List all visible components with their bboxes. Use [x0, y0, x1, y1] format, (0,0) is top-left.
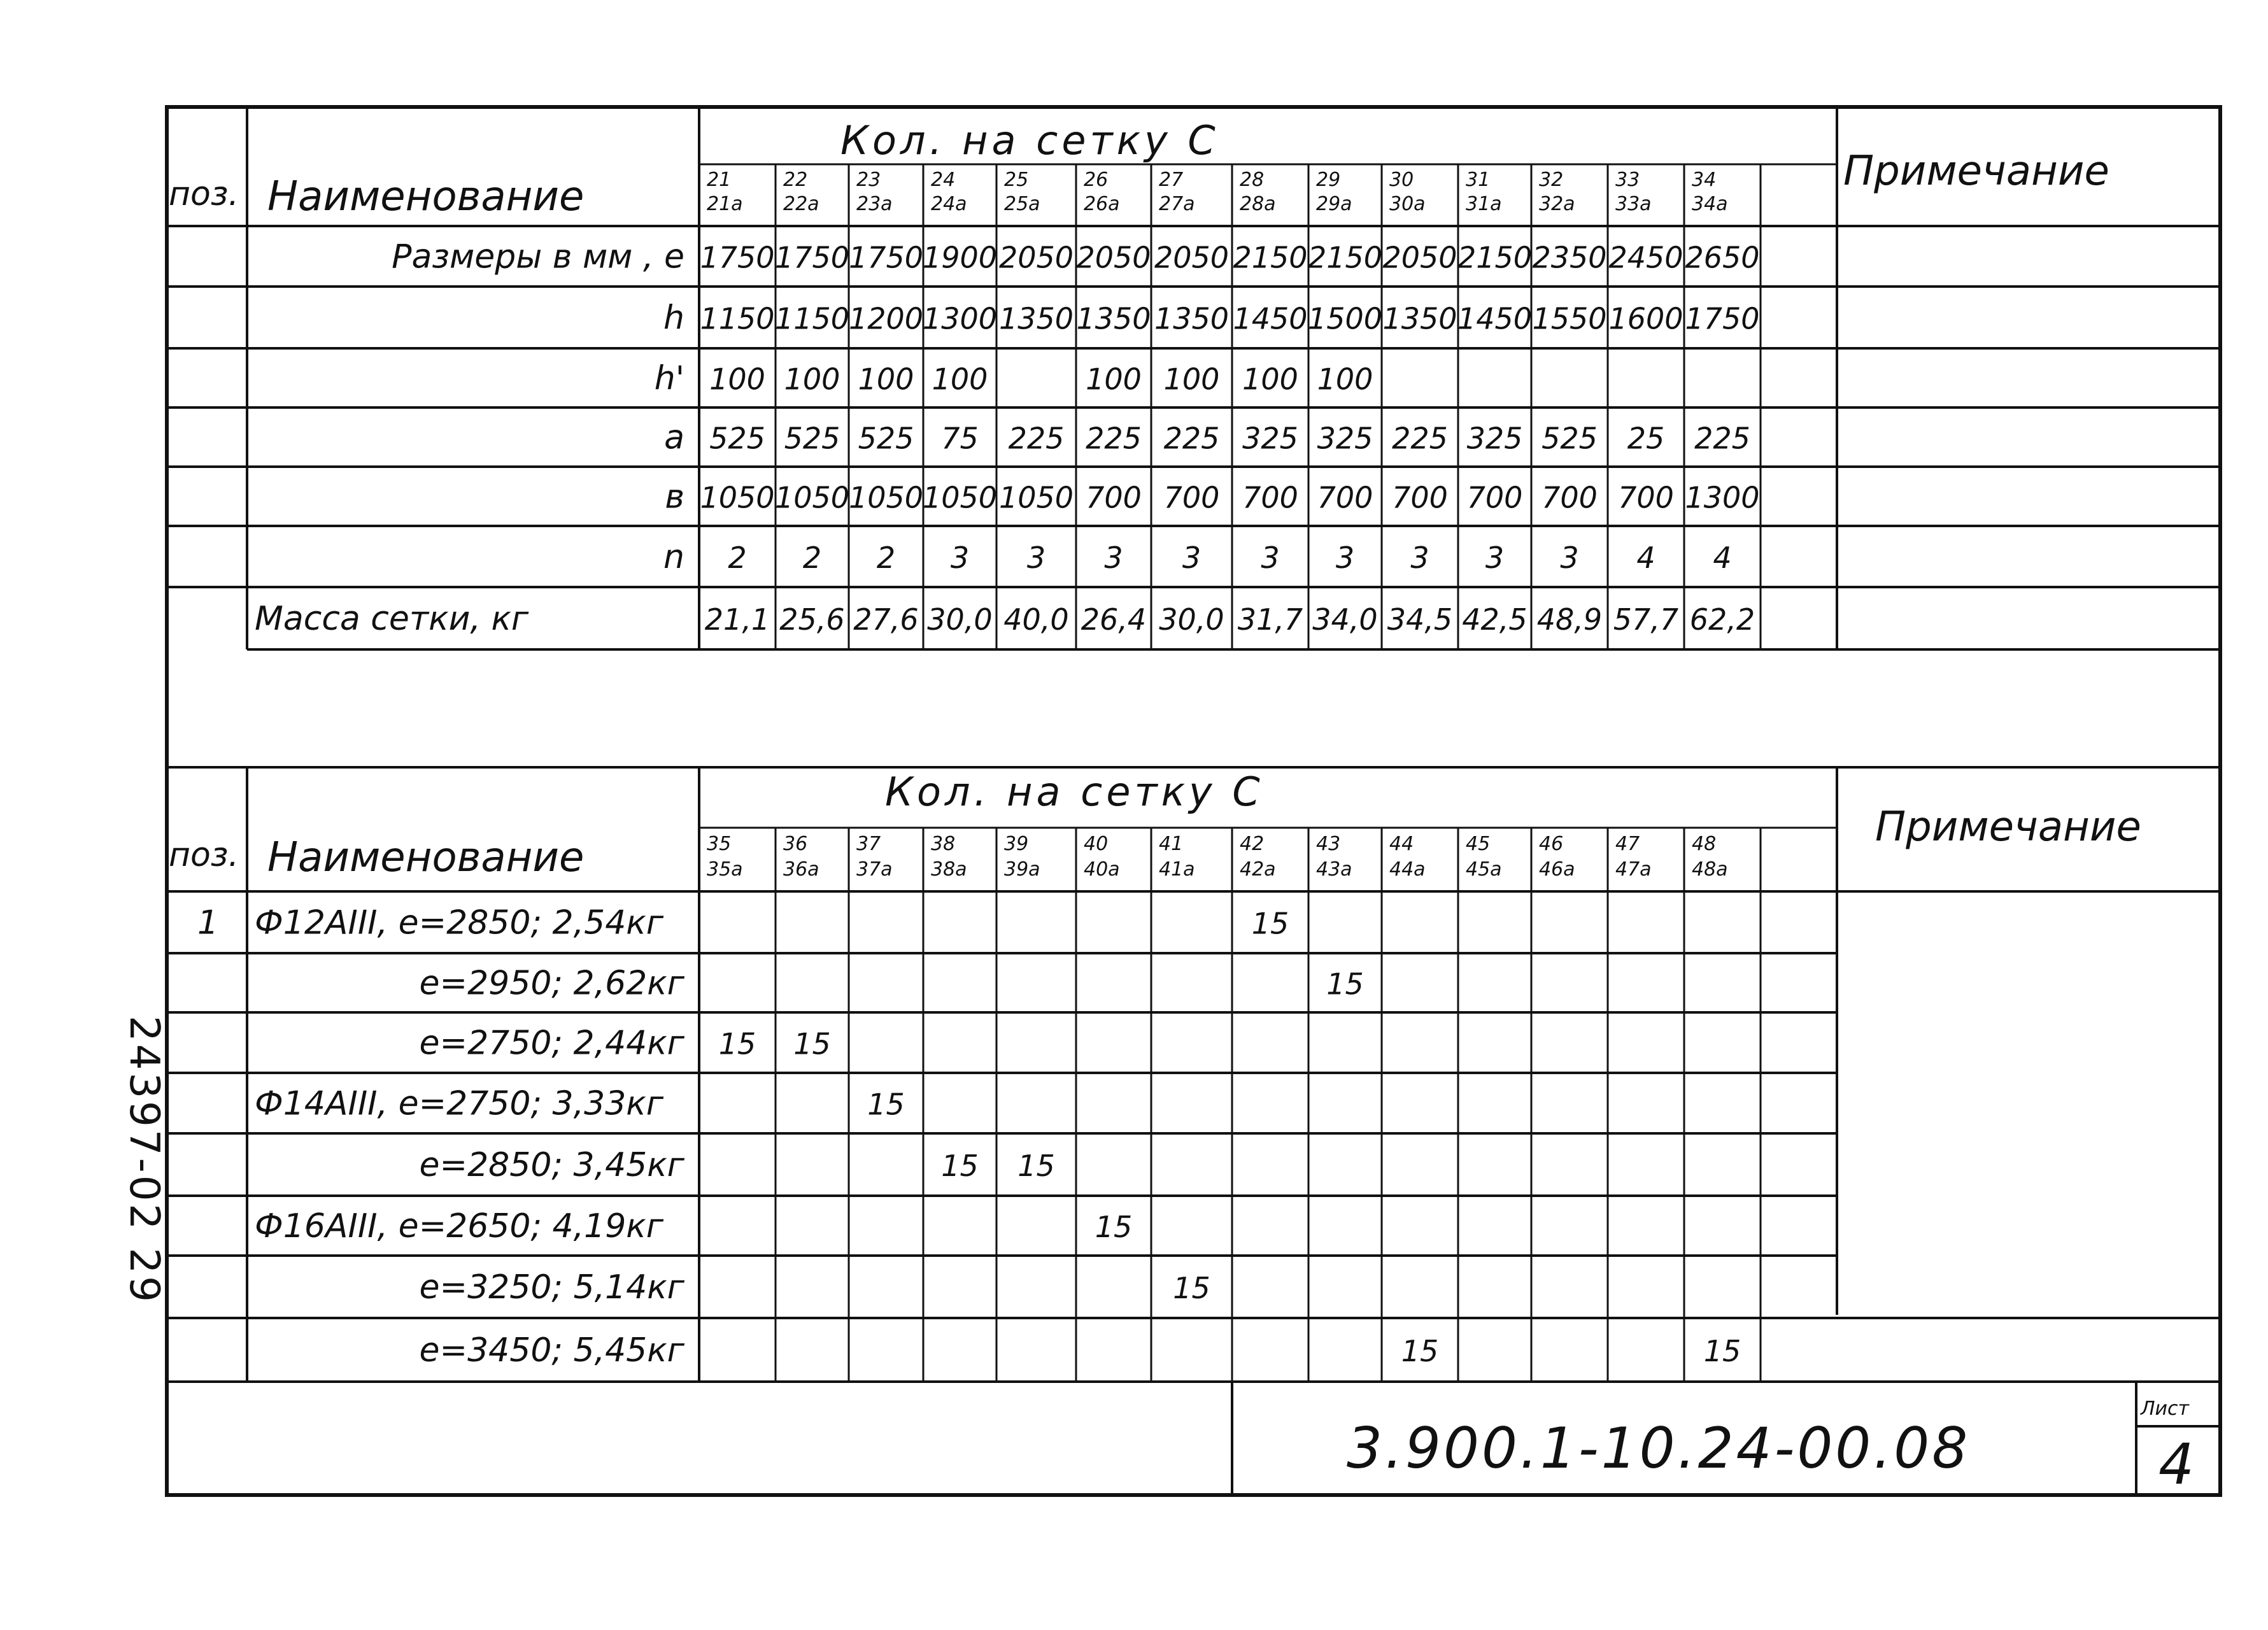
column-number: 44	[1389, 833, 1414, 855]
column-number: 41	[1159, 833, 1184, 855]
cell-value: 1350	[1154, 301, 1230, 336]
cell-value: 1300	[922, 301, 998, 336]
column-number-a: 27а	[1159, 193, 1195, 215]
column-number-a: 26а	[1084, 193, 1120, 215]
cell-value: 1750	[1685, 301, 1760, 336]
cell-value: 525	[709, 421, 765, 456]
cell-value: 325	[1317, 421, 1373, 456]
column-number: 34	[1692, 169, 1717, 191]
cell-value: 57,7	[1613, 602, 1679, 637]
cell-value: 2	[728, 541, 747, 575]
cell-value: 1450	[1233, 301, 1308, 336]
cell-value: 26,4	[1081, 602, 1147, 637]
cell-value: 3	[1335, 541, 1355, 575]
cell-value: 4	[1636, 541, 1655, 575]
cell-value: 34,0	[1312, 602, 1378, 637]
t1-poz-header: поз.	[169, 175, 239, 213]
column-number: 33	[1615, 169, 1640, 191]
row-poz: 1	[197, 904, 219, 942]
cell-value: 525	[1542, 421, 1598, 456]
column-number-a: 35а	[707, 858, 743, 881]
cell-value: 700	[1542, 480, 1598, 515]
cell-value: 100	[932, 362, 988, 397]
cell-value: 62,2	[1689, 602, 1755, 637]
cell-value: 1900	[922, 240, 998, 275]
column-number: 37	[856, 833, 881, 855]
cell-value: 2	[876, 541, 896, 575]
cell-value: 25,6	[779, 602, 845, 637]
cell-value: 100	[858, 362, 914, 397]
row-label: Ф14АIII, е=2750; 3,33кг	[255, 1084, 664, 1123]
cell-value: 700	[1163, 480, 1220, 515]
column-number: 24	[931, 169, 956, 191]
row-label: е=3450; 5,45кг	[419, 1331, 684, 1370]
column-number-a: 23а	[856, 193, 893, 215]
cell-value: 1450	[1457, 301, 1533, 336]
column-number-a: 24а	[931, 193, 967, 215]
cell-value: 2050	[998, 240, 1074, 275]
cell-value: 15	[1017, 1149, 1055, 1183]
column-number: 38	[931, 833, 956, 855]
row-label: е=2750; 2,44кг	[419, 1024, 684, 1063]
column-number-a: 46а	[1539, 858, 1575, 881]
column-number-a: 33а	[1615, 193, 1652, 215]
column-number-a: 36а	[783, 858, 819, 881]
cell-value: 100	[1317, 362, 1373, 397]
column-number: 25	[1004, 169, 1029, 191]
row-label: е=2850; 3,45кг	[419, 1146, 684, 1184]
cell-value: 2450	[1608, 240, 1683, 275]
cell-value: 42,5	[1462, 602, 1527, 637]
column-number: 48	[1692, 833, 1717, 855]
row-label: а	[664, 418, 684, 457]
sheet-label: Лист	[2141, 1398, 2190, 1420]
column-number-a: 30а	[1389, 193, 1426, 215]
column-number: 31	[1466, 169, 1491, 191]
column-number-a: 25а	[1004, 193, 1040, 215]
cell-value: 34,5	[1387, 602, 1453, 637]
cell-value: 15	[718, 1026, 756, 1061]
row-label: Размеры в мм , е	[392, 237, 684, 276]
cell-value: 1200	[848, 301, 924, 336]
cell-value: 1050	[998, 480, 1074, 515]
cell-value: 25	[1627, 421, 1665, 456]
column-number: 30	[1389, 169, 1414, 191]
column-number: 27	[1159, 169, 1184, 191]
table2-content	[197, 833, 1741, 1370]
column-number-a: 39а	[1004, 858, 1040, 881]
cell-value: 2150	[1233, 240, 1308, 275]
cell-value: 325	[1466, 421, 1523, 456]
cell-value: 700	[1618, 480, 1674, 515]
row-label: е=2950; 2,62кг	[419, 964, 684, 1003]
cell-value: 3	[950, 541, 970, 575]
t1-kol-header: Кол. на сетку С	[840, 117, 1219, 164]
cell-value: 1500	[1307, 301, 1383, 336]
column-number-a: 47а	[1615, 858, 1652, 881]
cell-value: 1350	[1076, 301, 1151, 336]
cell-value: 225	[1392, 421, 1448, 456]
row-label: е=3250; 5,14кг	[419, 1268, 684, 1307]
column-number: 28	[1240, 169, 1265, 191]
cell-value: 1550	[1532, 301, 1607, 336]
cell-value: 700	[1466, 480, 1523, 515]
cell-value: 1050	[848, 480, 924, 515]
row-label: Масса сетки, кг	[255, 600, 529, 638]
cell-value: 1050	[922, 480, 998, 515]
column-number: 22	[783, 169, 808, 191]
column-number: 21	[707, 169, 732, 191]
cell-value: 3	[1560, 541, 1579, 575]
cell-value: 21,1	[704, 602, 770, 637]
cell-value: 225	[1086, 421, 1142, 456]
t2-poz-header: поз.	[169, 836, 239, 874]
t1-name-header: Наименование	[267, 173, 585, 220]
cell-value: 27,6	[853, 602, 919, 637]
cell-value: 15	[1095, 1210, 1133, 1244]
column-number-a: 41а	[1159, 858, 1195, 881]
row-label: в	[665, 478, 684, 516]
t2-kol-header: Кол. на сетку С	[885, 769, 1264, 815]
cell-value: 3	[1485, 541, 1505, 575]
cell-value: 1600	[1608, 301, 1683, 336]
t2-name-header: Наименование	[267, 834, 585, 881]
cell-value: 1750	[700, 240, 775, 275]
cell-value: 525	[784, 421, 840, 456]
column-number-a: 29а	[1316, 193, 1352, 215]
cell-value: 75	[941, 421, 979, 456]
cell-value: 700	[1086, 480, 1142, 515]
column-number-a: 45а	[1466, 858, 1502, 881]
cell-value: 1150	[774, 301, 850, 336]
column-number: 35	[707, 833, 732, 855]
t1-note-header: Примечание	[1843, 148, 2109, 195]
cell-value: 1050	[774, 480, 850, 515]
cell-value: 3	[1026, 541, 1046, 575]
cell-value: 2050	[1382, 240, 1457, 275]
column-number: 32	[1539, 169, 1564, 191]
column-number-a: 44а	[1389, 858, 1426, 881]
column-number: 26	[1084, 169, 1109, 191]
drawing-code: 3.900.1-10.24-00.08	[1347, 1415, 1971, 1481]
cell-value: 3	[1261, 541, 1280, 575]
cell-value: 2050	[1076, 240, 1151, 275]
cell-value: 15	[1173, 1271, 1210, 1305]
sheet-number: 4	[2158, 1431, 2194, 1497]
cell-value: 15	[941, 1149, 979, 1183]
cell-value: 15	[867, 1087, 905, 1122]
column-number: 29	[1316, 169, 1341, 191]
cell-value: 4	[1713, 541, 1732, 575]
row-label: n	[663, 538, 684, 576]
column-number: 45	[1466, 833, 1491, 855]
cell-value: 100	[1163, 362, 1220, 397]
column-number-a: 48а	[1692, 858, 1728, 881]
cell-value: 48,9	[1536, 602, 1603, 637]
cell-value: 1050	[700, 480, 775, 515]
column-number-a: 42а	[1240, 858, 1276, 881]
cell-value: 15	[1703, 1334, 1741, 1368]
column-number: 42	[1240, 833, 1265, 855]
t2-note-header: Примечание	[1875, 804, 2141, 851]
cell-value: 2	[802, 541, 822, 575]
cell-value: 3	[1410, 541, 1429, 575]
cell-value: 1350	[998, 301, 1074, 336]
column-number-a: 34а	[1692, 193, 1728, 215]
column-number: 23	[856, 169, 881, 191]
cell-value: 1750	[848, 240, 924, 275]
column-number-a: 40а	[1084, 858, 1120, 881]
column-number: 39	[1004, 833, 1029, 855]
cell-value: 700	[1392, 480, 1448, 515]
cell-value: 700	[1242, 480, 1298, 515]
cell-value: 40,0	[1003, 602, 1069, 637]
cell-value: 30,0	[1159, 602, 1224, 637]
cell-value: 100	[1242, 362, 1298, 397]
cell-value: 325	[1242, 421, 1298, 456]
cell-value: 15	[1326, 967, 1364, 1002]
column-number: 47	[1615, 833, 1640, 855]
column-number-a: 38а	[931, 858, 967, 881]
cell-value: 3	[1182, 541, 1201, 575]
cell-value: 1350	[1382, 301, 1457, 336]
column-number-a: 32а	[1539, 193, 1575, 215]
column-number-a: 31а	[1466, 193, 1502, 215]
cell-value: 1300	[1685, 480, 1760, 515]
cell-value: 1750	[774, 240, 850, 275]
cell-value: 2150	[1457, 240, 1533, 275]
cell-value: 15	[793, 1026, 831, 1061]
cell-value: 100	[1086, 362, 1142, 397]
column-number: 36	[783, 833, 808, 855]
cell-value: 2050	[1154, 240, 1230, 275]
cell-value: 31,7	[1237, 602, 1303, 637]
row-label: h	[663, 299, 684, 337]
cell-value: 1150	[700, 301, 775, 336]
row-label: h'	[654, 359, 684, 398]
column-number: 43	[1316, 833, 1341, 855]
column-number-a: 22а	[783, 193, 819, 215]
cell-value: 225	[1694, 421, 1750, 456]
column-number: 40	[1084, 833, 1109, 855]
column-number-a: 43а	[1316, 858, 1352, 881]
cell-value: 700	[1317, 480, 1373, 515]
cell-value: 3	[1104, 541, 1123, 575]
cell-value: 15	[1401, 1334, 1439, 1368]
column-number-a: 37а	[856, 858, 893, 881]
cell-value: 2350	[1532, 240, 1607, 275]
row-label: Ф16АIII, е=2650; 4,19кг	[255, 1207, 664, 1245]
row-label: Ф12АIII, е=2850; 2,54кг	[255, 904, 664, 942]
cell-value: 15	[1251, 906, 1289, 941]
cell-value: 100	[709, 362, 765, 397]
table1-content	[255, 169, 1760, 638]
archive-number: 24397-02 29	[120, 1016, 167, 1305]
cell-value: 30,0	[927, 602, 993, 637]
cell-value: 225	[1008, 421, 1065, 456]
column-number: 46	[1539, 833, 1564, 855]
cell-value: 2150	[1307, 240, 1383, 275]
cell-value: 225	[1163, 421, 1220, 456]
cell-value: 2650	[1685, 240, 1760, 275]
column-number-a: 21а	[707, 193, 743, 215]
cell-value: 525	[858, 421, 914, 456]
cell-value: 100	[784, 362, 840, 397]
column-number-a: 28а	[1240, 193, 1276, 215]
